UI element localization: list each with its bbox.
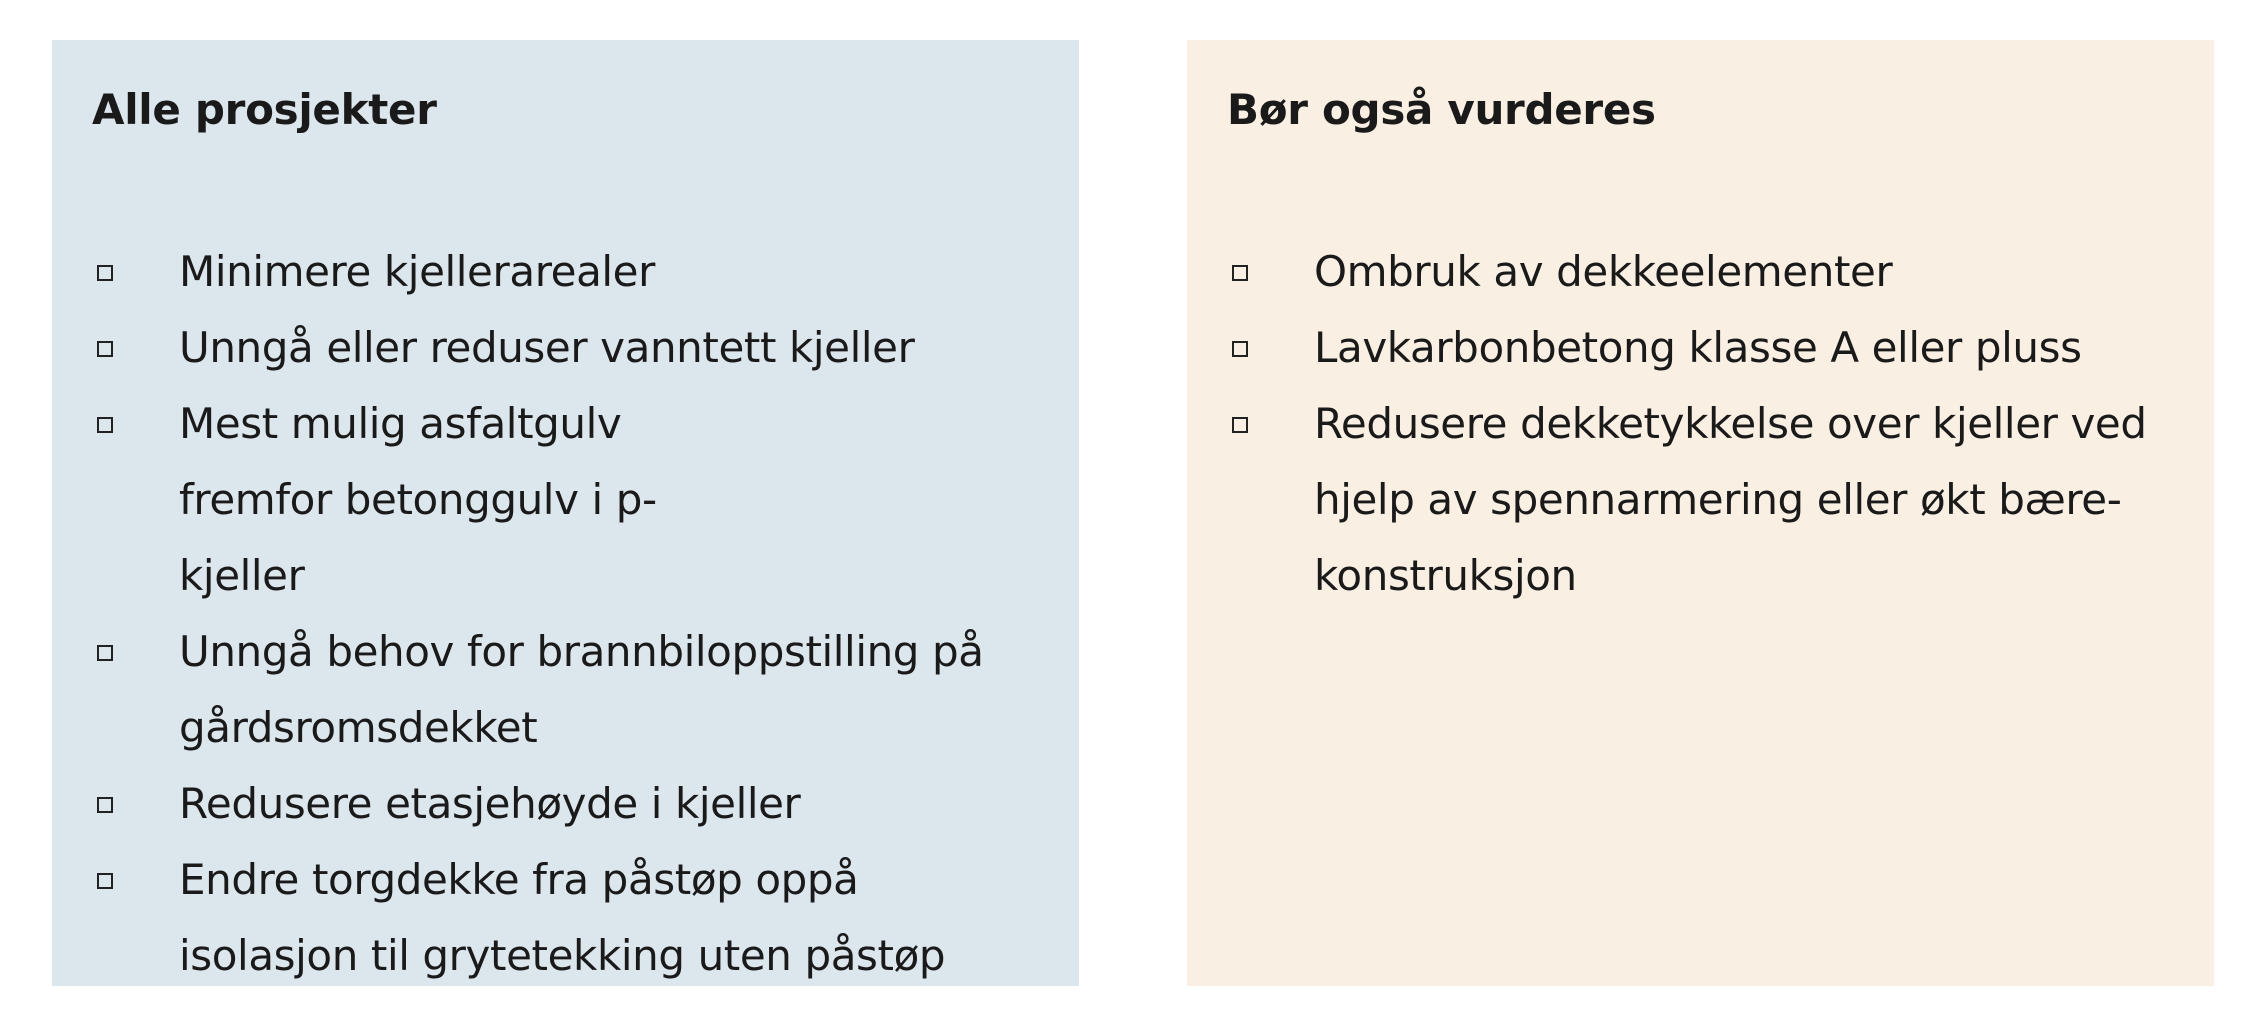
checkbox-icon[interactable] (97, 645, 113, 661)
checklist-item (92, 234, 739, 310)
checklist-item-label: Redusere etasjehøyde i kjeller (179, 779, 801, 828)
checklist (1227, 234, 2174, 614)
checklist-item-label: Ombruk av dekkeelementer (1314, 247, 1893, 296)
checkbox-icon[interactable] (1232, 417, 1248, 433)
checklist-item-label: Mest mulig asfaltgulv fremfor betonggulv i p-kjeller (179, 399, 657, 600)
checkbox-icon[interactable] (97, 873, 113, 889)
checklist-item (92, 842, 989, 994)
panel-all-projects (52, 40, 1079, 986)
checkbox-icon[interactable] (97, 265, 113, 281)
checklist-item (92, 386, 739, 614)
checkbox-icon[interactable] (97, 417, 113, 433)
checklist-item (92, 614, 1044, 766)
checklist-item-label: Redusere dekketykkelse over kjeller ved hjelp av spennarmering eller økt bære-konstruksjon (1314, 399, 2147, 600)
checklist-item (1227, 310, 2174, 386)
checklist-item (1227, 234, 2174, 310)
checkbox-icon[interactable] (1232, 341, 1248, 357)
checklist-item-label: Endre torgdekke fra påstøp oppå isolasjon til grytetekking uten påstøp (179, 855, 946, 980)
checkbox-icon[interactable] (1232, 265, 1248, 281)
checklist-item-label: Unngå eller reduser vanntett kjeller (179, 323, 915, 372)
panel-title: Bør også vurderes (1227, 85, 1656, 134)
checkbox-icon[interactable] (97, 797, 113, 813)
panel-title: Alle prosjekter (92, 85, 437, 134)
checklist-item-label: Lavkarbonbetong klasse A eller pluss (1314, 323, 2082, 372)
checklist-item (92, 766, 1039, 842)
checklist-item (92, 310, 1039, 386)
checklist-item (1227, 386, 2194, 614)
checklist-item-label: Unngå behov for brannbiloppstilling på gårdsromsdekket (179, 627, 984, 752)
checklist (92, 234, 1039, 994)
panel-also-consider (1187, 40, 2214, 986)
checklist-item-label: Minimere kjellerarealer (179, 247, 655, 296)
checkbox-icon[interactable] (97, 341, 113, 357)
